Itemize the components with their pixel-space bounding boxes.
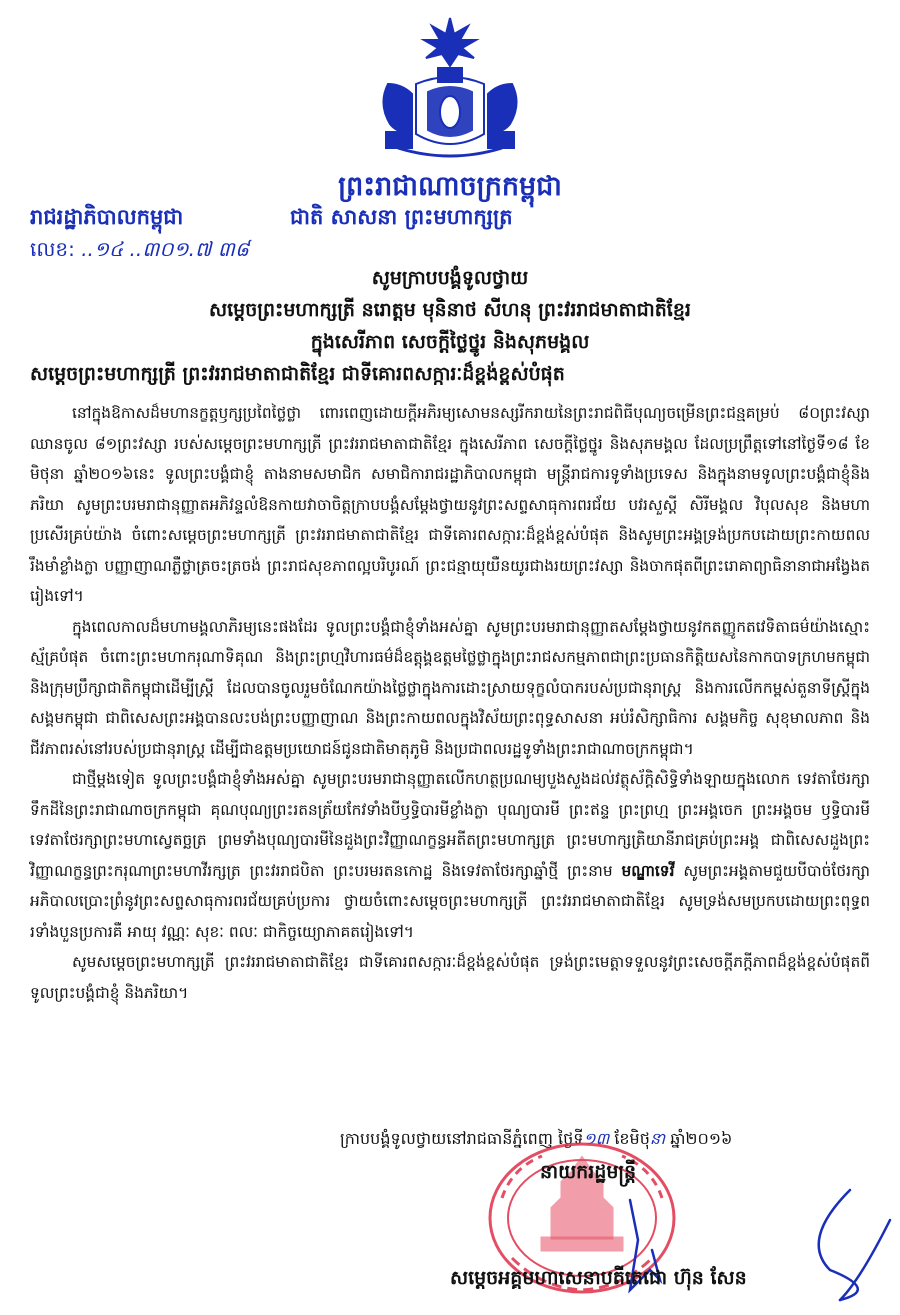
heading-salutation: សូមក្រាបបង្គំទូលថ្វាយ	[371, 267, 529, 289]
paragraph-4: សូមសម្តេចព្រះមហាក្សត្រី ព្រះវររាជមាតាជាតិខ្មែរ ជាទីគោរពសក្ការៈដ៏ខ្ពង់ខ្ពស់បំផុត ទ្រង់ព្រះមេត្តាទទួលនូវព្រះសេចក្តីភក្តីភាពដ៏ខ្ពង់ខ្ពស់បំផុតពីទូលព្រះបង្គំជាខ្ញុំ និងភរិយា។	[30, 953, 870, 1002]
reference-value: ..១៤ ..៣០១.៧ ៣៨	[81, 237, 250, 261]
closing-day: ១៣	[583, 1129, 610, 1148]
paragraph-3-part-1: ជាថ្មីម្តងទៀត ទូលព្រះបង្គំជាខ្ញុំទាំងអស់គ្នា សូមព្រះបរមរាជានុញ្ញាតលើកហត្ថប្រណម្យបួងសួងដល់វត្ថុស័ក្តិសិទ្ធិទាំងឡាយក្នុងលោក ទេវតាថែរក្សាទឹកដីនៃព្រះរាជាណាចក្រកម្ពុជា គុណបុណ្យព្រះរតនត្រ័យកែវទាំងបីឫទ្ធិបារមីខ្លាំងក្លា បុណ្យបារមី ព្រះឥន្ទ ព្រះព្រហ្ម ព្រះអង្គចេក ព្រះអង្គចម ឫទ្ធិបារមីទេវតាថែរក្សាព្រះមហាស្វេតច្ឆត្រ ព្រមទាំងបុណ្យបារមីនៃដួងព្រះវិញ្ញាណក្ខន្ធអតីតព្រះមហាក្សត្រ ព្រះមហាក្សត្រិយានីរាជគ្រប់ព្រះអង្គ ជាពិសេសដួងព្រះវិញ្ញាណក្ខន្ធព្រះករុណាព្រះមហាវីរក្សត្រ ព្រះវររាជបិតា ព្រះបរមរតនកោដ្ឋ និងទេវតាថែរក្សាឆ្នាំថ្មី ព្រះនាម	[30, 770, 870, 880]
paragraph-3	[30, 764, 870, 947]
closing-prefix: ក្រាបបង្គំទូលថ្វាយនៅរាជធានីភ្នំពេញ ថ្ងៃទី	[340, 1129, 584, 1148]
paragraph-3-name: មណ្ឌាទេវី	[621, 861, 675, 880]
national-motto: ជាតិ សាសនា ព្រះមហាក្សត្រ	[290, 205, 513, 229]
closing-year: ឆ្នាំ២០១៦	[665, 1129, 733, 1148]
heading-addressee: សម្តេចព្រះមហាក្សត្រី នរោត្តម មុនិនាថ សីហនុ ព្រះវររាជមាតាជាតិខ្មែរ	[209, 299, 691, 321]
closing-month-prefix: ខែមិថុ	[609, 1129, 650, 1148]
government-title: រាជរដ្ឋាភិបាលកម្ពុជា	[30, 205, 184, 229]
heading-virtues: ក្នុងសេរីភាព សេចក្តីថ្លៃថ្នូរ និងសុភមង្គល	[310, 331, 590, 353]
royal-emblem-icon	[368, 14, 532, 164]
signatory-title: នាយករដ្ឋមន្ត្រី	[540, 1161, 637, 1183]
reference-number	[30, 236, 249, 266]
paragraph-2: ក្នុងពេលកាលដ៏មហាមង្គលាភិរម្យនេះផងដែរ ទូលព្រះបង្គំជាខ្ញុំទាំងអស់គ្នា សូមព្រះបរមរាជានុញ្ញាតសម្តែងថ្វាយនូវកតញ្ញូកតវេទិតាធម៌យ៉ាងស្មោះស្ម័គ្របំផុត ចំពោះព្រះមហាករុណាទិគុណ និងព្រះព្រហ្មវិហារធម៌ដ៏ឧត្តុង្គឧត្តមថ្លៃថ្លាក្នុងព្រះរាជសកម្មភាពជាព្រះប្រធានកិត្តិយសនៃកាកបាទក្រហមកម្ពុជា និងក្រុមប្រឹក្សាជាតិកម្ពុជាដើម្បីស្រ្តី ដែលបានចូលរួមចំណែកយ៉ាងថ្លៃថ្លាក្នុងការដោះស្រាយទុក្ខលំបាករបស់ប្រជានុរាស្ត្រ និងការលើកកម្ពស់តួនាទីស្រ្តីក្នុងសង្គមកម្ពុជា ជាពិសេសព្រះអង្គបានលះបង់ព្រះបញ្ញាញាណ និងព្រះកាយពលក្នុងវិស័យព្រះពុទ្ធសាសនា អប់រំសិក្សាធិការ សង្គមកិច្ច សុខុមាលភាព និងជីវភាពរស់នៅរបស់ប្រជានុរាស្ត្រ ដើម្បីជាឧត្តមប្រយោជន៍ជូនជាតិមាតុភូមិ និងប្រជាពលរដ្ឋទូទាំងព្រះរាជាណាចក្រកម្ពុជា។	[30, 617, 870, 758]
letter-body	[30, 398, 870, 1008]
paragraph-3-part-2: សូមព្រះអង្គតាមជួយបីបាច់ថែរក្សាអភិបាលប្រោះព្រំនូវព្រះសព្ទសាធុការពរជ័យគ្រប់ប្រការ ថ្វាយចំពោះសម្តេចព្រះមហាក្សត្រី ព្រះវររាជមាតាជាតិខ្មែរ សូមទ្រង់សមប្រកបដោយព្រះពុទ្ធពរទាំងបួនប្រការគឺ អាយុ វណ្ណៈ សុខៈ ពលៈ ជាកិច្ចយ្យោភាគតរៀងទៅ។	[30, 861, 870, 941]
kingdom-title: ព្រះរាជាណាចក្រកម្ពុជា	[338, 171, 562, 202]
heading-honorific: សម្តេចព្រះមហាក្សត្រី ព្រះវររាជមាតាជាតិខ្មែរ ជាទីគោរពសក្ការៈដ៏ខ្ពង់ខ្ពស់បំផុត	[30, 363, 565, 385]
paragraph-1: នៅក្នុងឱកាសដ៏មហានក្ខត្តឫក្សប្រពៃថ្លៃថ្លា ពោរពេញដោយក្តីអភិរម្យសោមនស្សរីករាយនៃព្រះរាជពិធីបុណ្យចម្រើនព្រះជន្មគម្រប់ ៨០ព្រះវស្សា ឈានចូល ៨១ព្រះវស្សា របស់សម្តេចព្រះមហាក្សត្រី ព្រះវររាជមាតាជាតិខ្មែរ ក្នុងសេរីភាព សេចក្តីថ្លៃថ្នូរ និងសុភមង្គល ដែលប្រព្រឹត្តទៅនៅថ្ងៃទី១៨ ខែមិថុនា ឆ្នាំ២០១៦នេះ ទូលព្រះបង្គំជាខ្ញុំ តាងនាមសមាជិក សមាជិការាជរដ្ឋាភិបាលកម្ពុជា មន្រ្តីរាជការទូទាំងប្រទេស និងក្នុងនាមទូលព្រះបង្គំជាខ្ញុំនិងភរិយា សូមព្រះបរមរាជានុញ្ញាតអភិវន្ទលំឱនកាយវាចាចិត្តក្រាបបង្គំសម្តែងថ្វាយនូវព្រះសព្ទសាធុការពរជ័យ បវរសួស្តី សិរីមង្គល វិបុលសុខ និងមហាប្រសើរគ្រប់យ៉ាង ចំពោះសម្តេចព្រះមហាក្សត្រី ព្រះវររាជមាតាជាតិខ្មែរ ជាទីគោរពសក្ការៈដ៏ខ្ពង់ខ្ពស់បំផុត និងសូមព្រះអង្គទ្រង់ប្រកបដោយព្រះកាយពលរឹងមាំខ្លាំងក្លា បញ្ញាញាណភ្លឺថ្លាត្រចះត្រចង់ ព្រះរាជសុខភាពល្អបរិបូរណ៍ ព្រះជន្មាយុយឺនយូរជាងរយព្រះវស្សា និងចាកផុតពីព្រះរោគាព្យាធិនានាជាអង្វែងតរៀងទៅ។	[30, 404, 870, 605]
signatory-name: សម្តេចអគ្គមហាសេនាបតីតេជោ ហ៊ុន សែន	[450, 1267, 747, 1289]
closing-month-suffix: នា	[649, 1129, 666, 1148]
reference-label: លេខ:	[30, 237, 75, 261]
